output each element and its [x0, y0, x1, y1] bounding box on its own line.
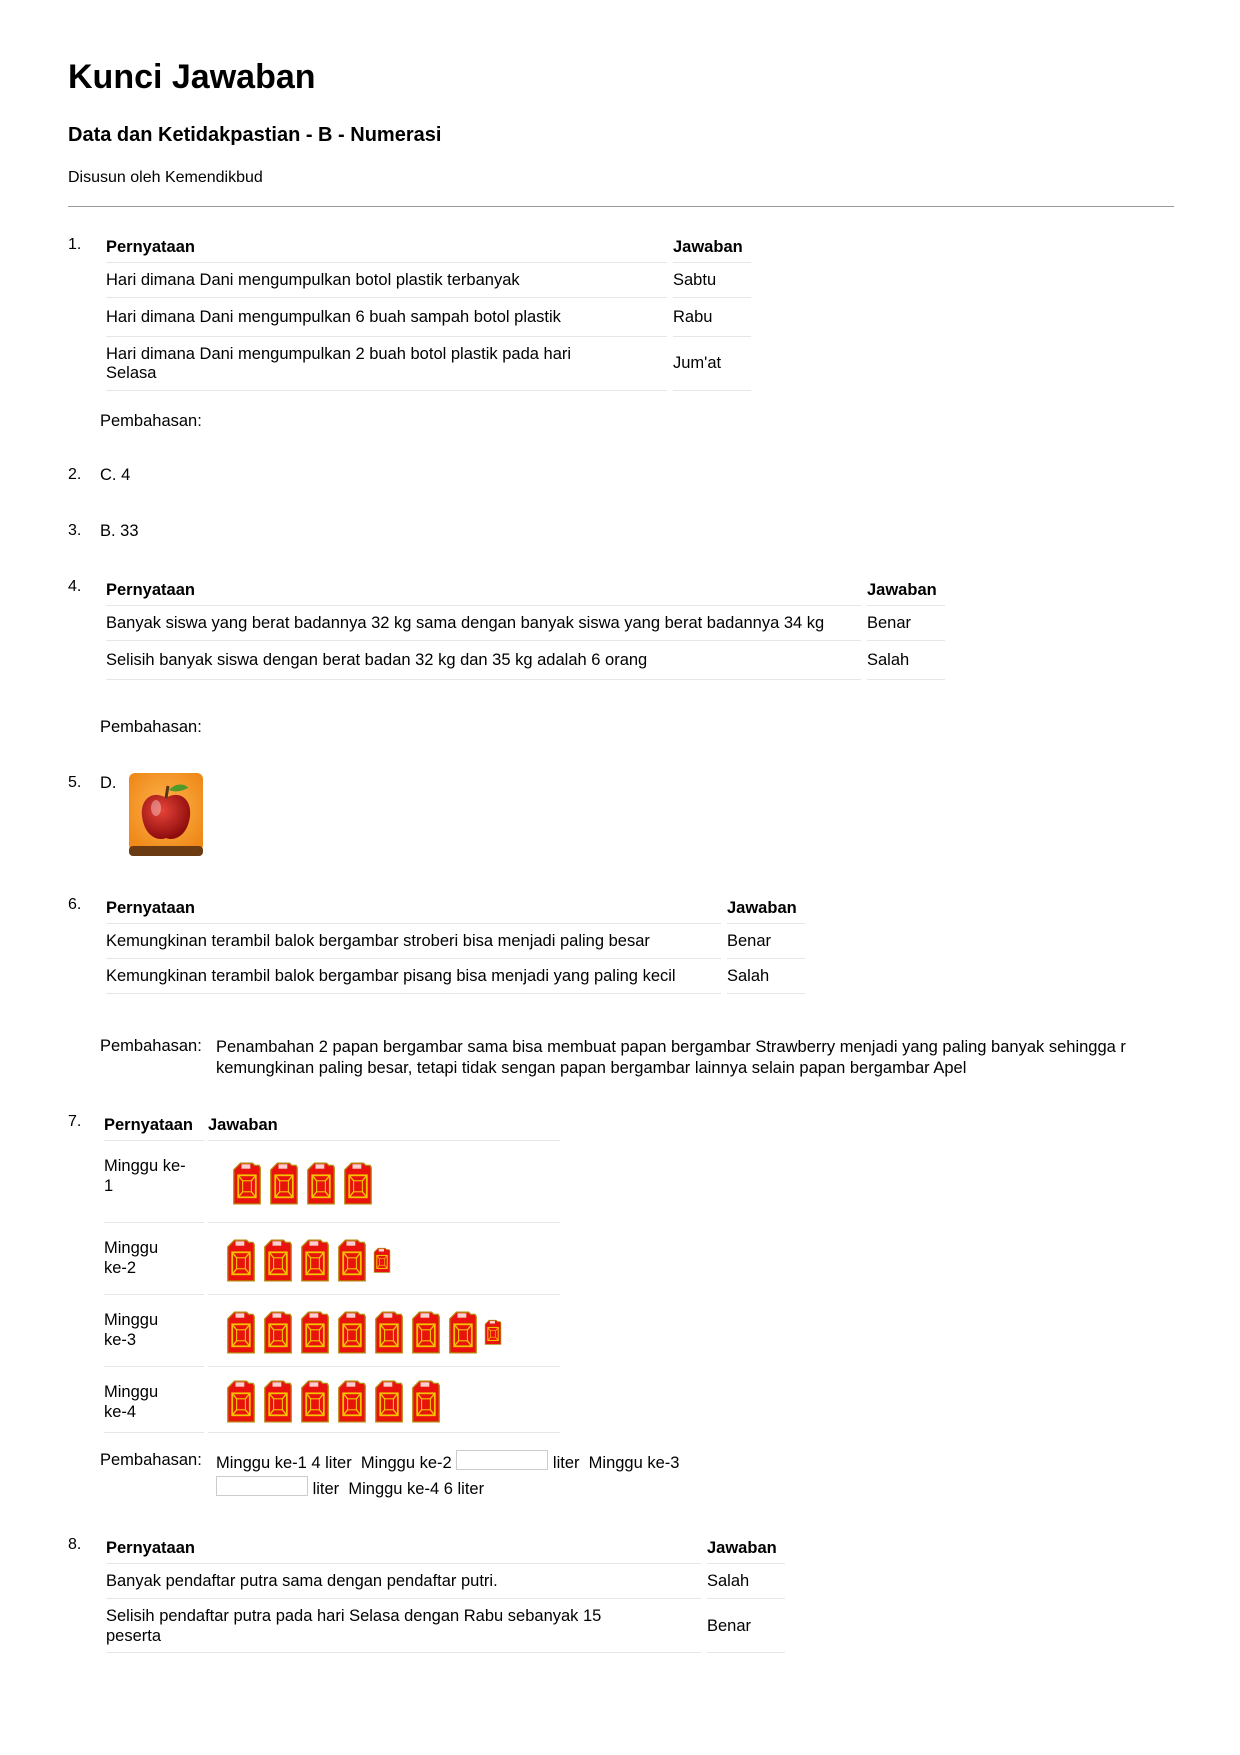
jerrycan-icon [267, 1161, 301, 1205]
statement-cell: Hari dimana Dani mengumpulkan 6 buah sampah botol plastik [106, 298, 667, 337]
jerrycan-icon [409, 1310, 443, 1354]
table-row [106, 1564, 785, 1599]
statement-cell: Kemungkinan terambil balok bergambar pisang bisa menjadi yang paling kecil [106, 959, 721, 994]
statement-cell: Kemungkinan terambil balok bergambar stroberi bisa menjadi paling besar [106, 924, 721, 959]
week2-label: Minggu ke-2 [360, 1454, 452, 1472]
statement-header: Pernyataan [106, 573, 861, 606]
page-title: Kunci Jawaban [68, 58, 316, 96]
table-row [106, 924, 805, 959]
week2-input[interactable] [456, 1450, 548, 1470]
discussion-text [216, 1037, 1176, 1078]
jerrycan-icon [298, 1310, 332, 1354]
answer-header: Jawaban [867, 573, 945, 606]
jerrycan-icon [298, 1379, 332, 1423]
table-row [106, 263, 751, 298]
table-row [104, 1141, 560, 1223]
answer-cell: Benar [727, 924, 805, 959]
statement-cell: Banyak pendaftar putra sama dengan pendaftar putri. [106, 1564, 701, 1599]
week-label: Minggu ke-4 [104, 1367, 204, 1433]
week-label: Minggu ke-3 [104, 1295, 204, 1367]
question-number: 6. [68, 896, 82, 913]
jerrycan-icon [409, 1379, 443, 1423]
q7-table [100, 1108, 564, 1433]
answer-cell: Jum'at [673, 337, 751, 392]
week4-summary: Minggu ke-4 6 liter [348, 1480, 485, 1498]
question-number: 3. [68, 522, 82, 539]
answer-text: B. 33 [100, 522, 139, 540]
statement-header: Pernyataan [104, 1108, 204, 1141]
question-number: 7. [68, 1113, 82, 1130]
question-number: 5. [68, 774, 82, 791]
jerrycan-icon [224, 1310, 258, 1354]
jerrycan-icon [224, 1238, 258, 1282]
answer-header: Jawaban [727, 891, 805, 924]
jerrycan-icon [446, 1310, 480, 1354]
jerrycan-icon [298, 1238, 332, 1282]
statement-cell: Banyak siswa yang berat badannya 32 kg sama dengan banyak siswa yang berat badannya 34 kg [106, 606, 861, 641]
answer-cell: Sabtu [673, 263, 751, 298]
week-label: Minggu ke-2 [104, 1223, 204, 1295]
discussion-label: Pembahasan: [100, 1037, 202, 1055]
jerrycan-icon [372, 1247, 392, 1273]
discussion-label: Pembahasan: [100, 1451, 202, 1469]
answer-header: Jawaban [673, 230, 751, 263]
discussion-line: Penambahan 2 papan bergambar sama bisa membuat papan bergambar Strawberry menjadi yang paling banyak sehingga r [216, 1038, 1126, 1056]
jerrycan-icon [335, 1238, 369, 1282]
table-row [106, 298, 751, 337]
discussion-text [216, 1450, 679, 1502]
jerrycan-icon [261, 1379, 295, 1423]
jerrycan-icon [230, 1161, 264, 1205]
table-row [106, 1599, 785, 1654]
statement-header: Pernyataan [106, 891, 721, 924]
statement-header: Pernyataan [106, 1531, 701, 1564]
table-row [104, 1367, 560, 1433]
header-divider [68, 206, 1174, 207]
week3-label: Minggu ke-3 [588, 1454, 680, 1472]
week3-input[interactable] [216, 1476, 308, 1496]
table-row [106, 337, 751, 392]
jerrycan-icon [335, 1379, 369, 1423]
jerrycan-icon [483, 1319, 503, 1345]
statement-header: Pernyataan [106, 230, 667, 263]
page-subtitle: Data dan Ketidakpastian - B - Numerasi [68, 124, 442, 146]
statement-cell: Hari dimana Dani mengumpulkan botol plastik terbanyak [106, 263, 667, 298]
jerrycan-icons [208, 1141, 560, 1223]
question-number: 8. [68, 1536, 82, 1553]
jerrycan-icons [208, 1367, 560, 1433]
unit-label: liter [312, 1480, 340, 1498]
discussion-label: Pembahasan: [100, 412, 202, 430]
table-row [106, 641, 945, 680]
table-row [106, 959, 805, 994]
unit-label: liter [552, 1454, 580, 1472]
jerrycan-icon [261, 1310, 295, 1354]
question-number: 1. [68, 236, 82, 253]
table-row [104, 1295, 560, 1367]
answer-cell: Rabu [673, 298, 751, 337]
apple-icon [128, 772, 204, 863]
jerrycan-icon [372, 1379, 406, 1423]
q8-table [100, 1531, 791, 1653]
jerrycan-icon [341, 1161, 375, 1205]
jerrycan-icons [208, 1223, 560, 1295]
discussion-label: Pembahasan: [100, 718, 202, 736]
q6-table [100, 891, 811, 994]
answer-cell: Salah [727, 959, 805, 994]
answer-cell: Salah [867, 641, 945, 680]
table-row [104, 1223, 560, 1295]
answer-header: Jawaban [208, 1108, 560, 1141]
jerrycan-icon [224, 1379, 258, 1423]
statement-cell: Selisih pendaftar putra pada hari Selasa dengan Rabu sebanyak 15 peserta [106, 1599, 701, 1654]
answer-text: C. 4 [100, 466, 131, 484]
answer-text: D. [100, 774, 117, 792]
q4-table [100, 573, 951, 680]
author-line: Disusun oleh Kemendikbud [68, 169, 263, 186]
jerrycan-icon [335, 1310, 369, 1354]
statement-cell: Selisih banyak siswa dengan berat badan 32 kg dan 35 kg adalah 6 orang [106, 641, 861, 680]
answer-cell: Benar [707, 1599, 785, 1654]
answer-cell: Salah [707, 1564, 785, 1599]
jerrycan-icon [261, 1238, 295, 1282]
week1-summary: Minggu ke-1 4 liter [216, 1454, 352, 1472]
jerrycan-icon [304, 1161, 338, 1205]
week-label: Minggu ke-1 [104, 1141, 204, 1223]
jerrycan-icons [208, 1295, 560, 1367]
discussion-line: kemungkinan paling besar, tetapi tidak sengan papan bergambar lainnya selain papan bergambar Apel [216, 1058, 967, 1077]
answer-header: Jawaban [707, 1531, 785, 1564]
q1-table [100, 230, 757, 391]
statement-cell: Hari dimana Dani mengumpulkan 2 buah botol plastik pada hari Selasa [106, 337, 667, 392]
table-row [106, 606, 945, 641]
jerrycan-icon [372, 1310, 406, 1354]
question-number: 4. [68, 578, 82, 595]
answer-cell: Benar [867, 606, 945, 641]
question-number: 2. [68, 466, 82, 483]
